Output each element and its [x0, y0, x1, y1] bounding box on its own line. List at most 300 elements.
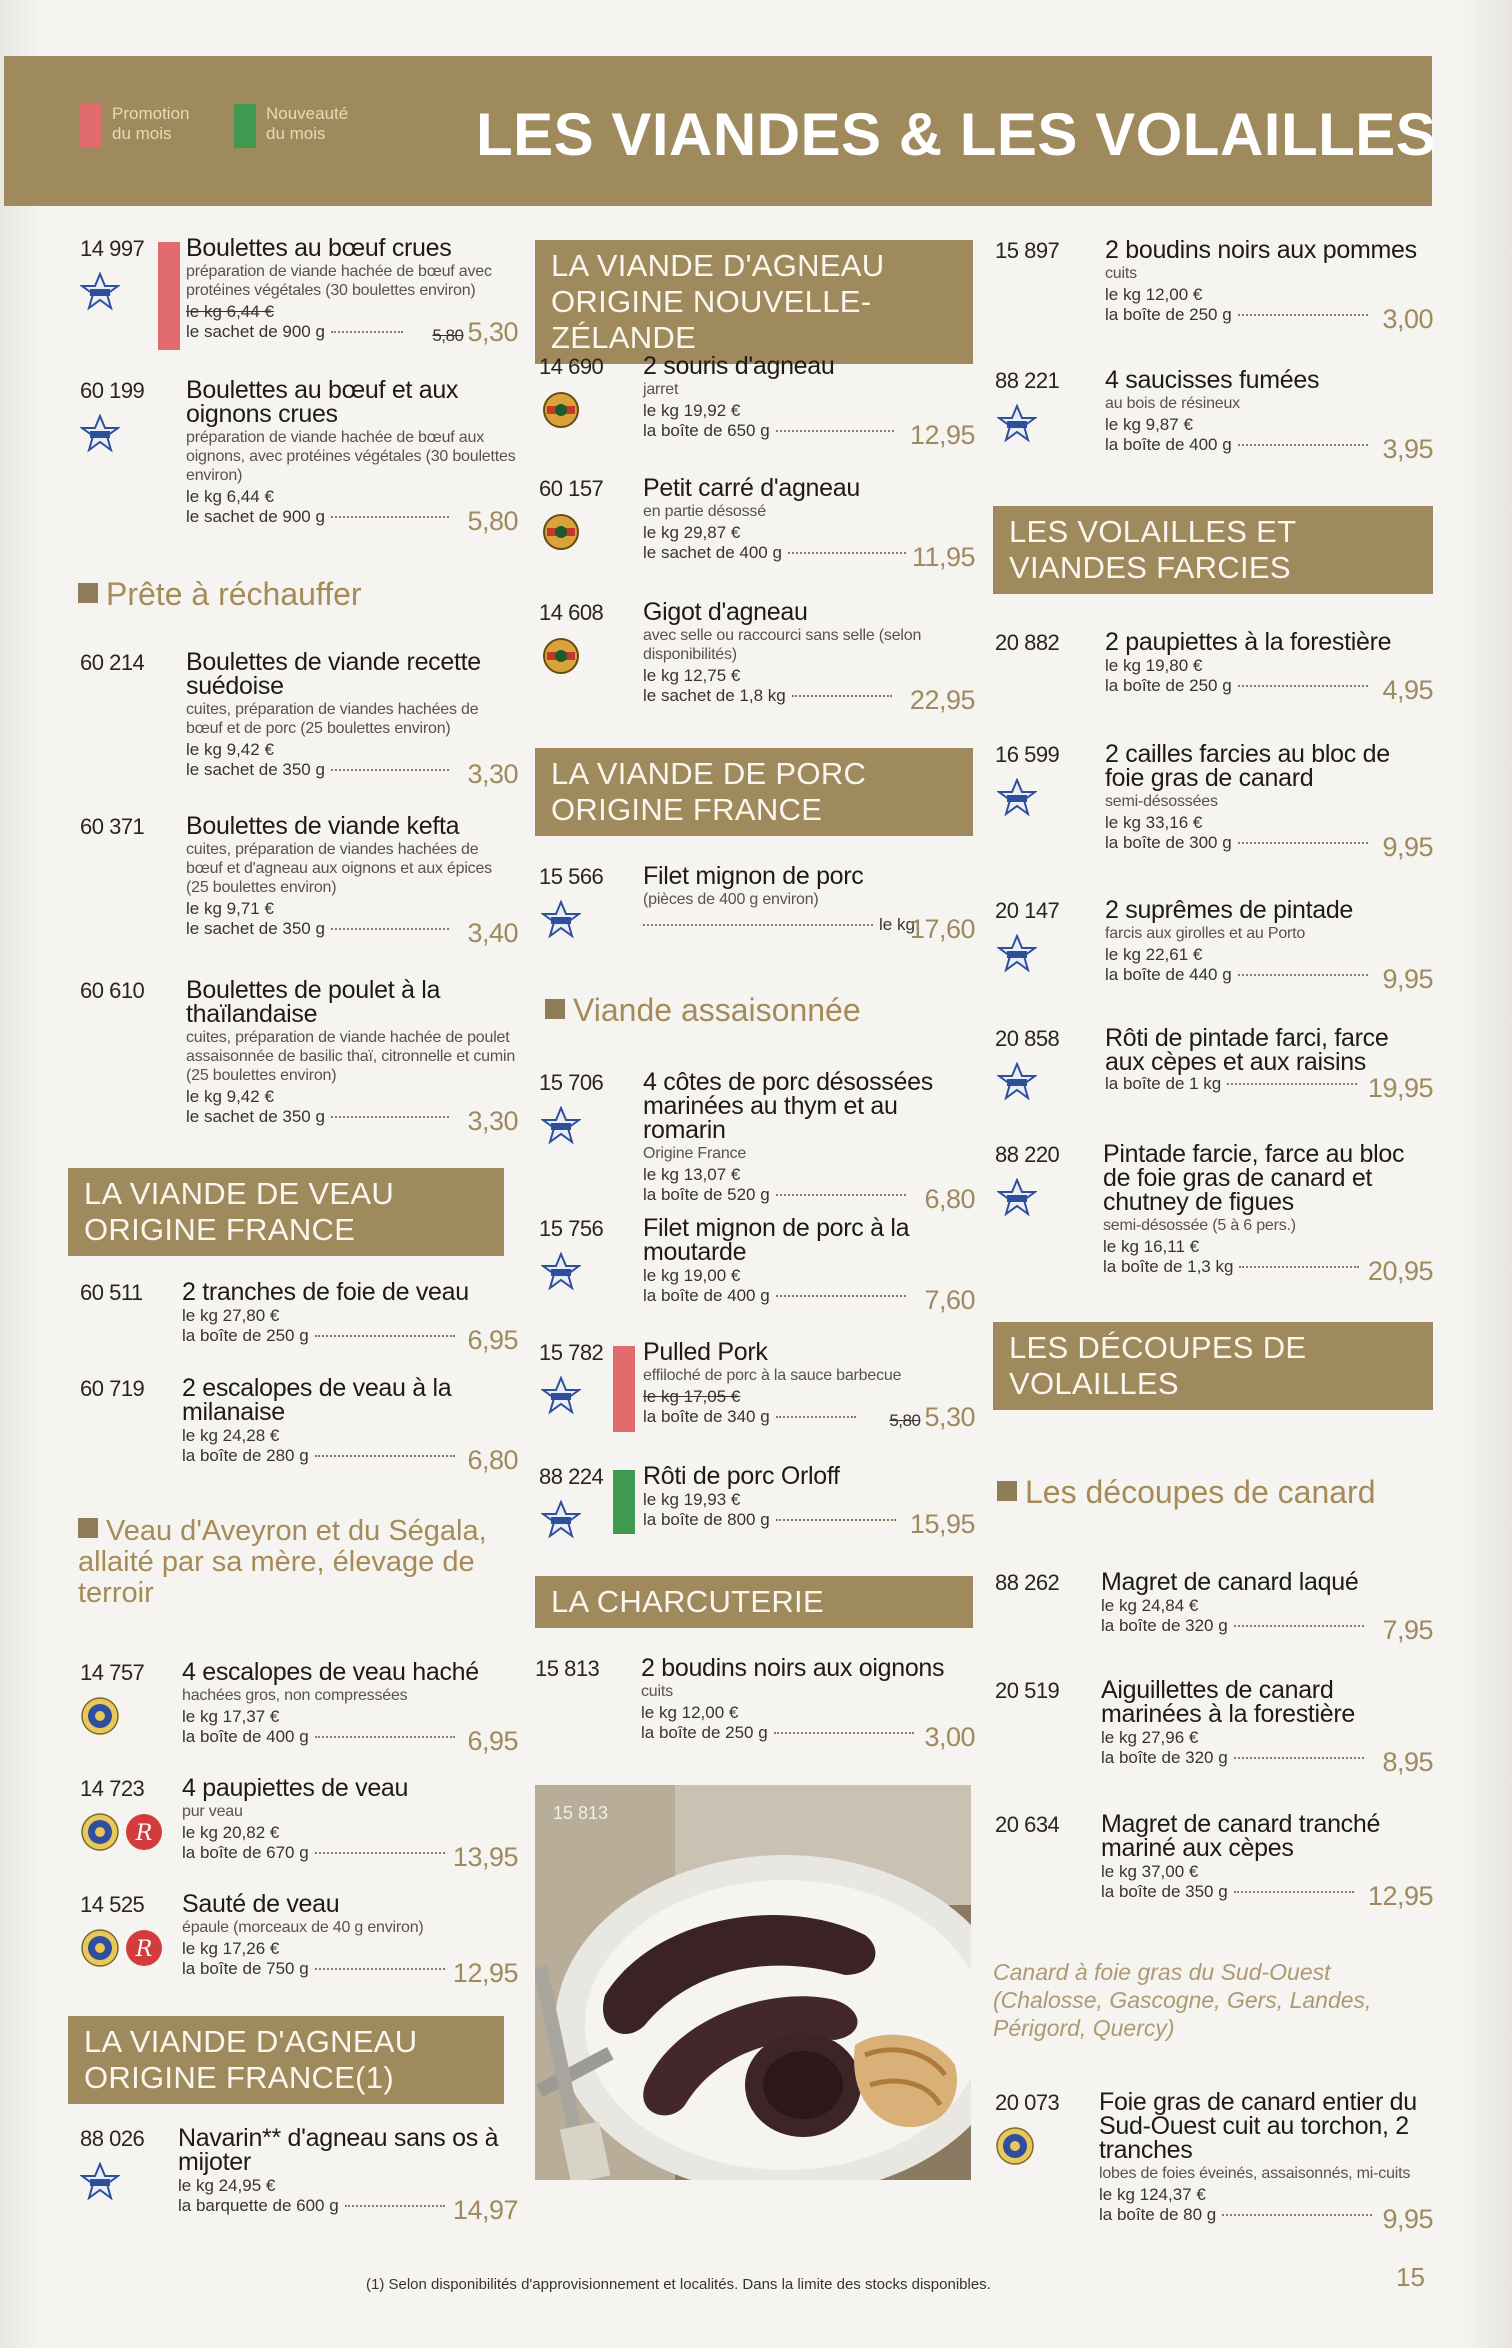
pack-size: la boîte de 250 g [1105, 305, 1232, 324]
old-price: 5,80 [432, 326, 464, 345]
product-name: Petit carré d'agneau [643, 474, 860, 502]
product-item[interactable] [535, 598, 975, 715]
subhead-square [78, 583, 98, 603]
product-kg-price: le kg 9,42 € [186, 740, 274, 759]
product-price: 12,95 [909, 420, 975, 450]
photo-product-code: 15 813 [553, 1803, 609, 1823]
pack-size: la boîte de 520 g [643, 1185, 770, 1204]
pack-size: la boîte de 750 g [182, 1959, 309, 1978]
pack-size: la boîte de 1 kg [1105, 1074, 1222, 1093]
product-kg-price: le kg 27,80 € [182, 1306, 280, 1325]
product-code: 14 997 [80, 236, 145, 261]
product-price: 7,95 [1382, 1615, 1433, 1645]
product-name: Boulettes de viande recette suédoise [186, 648, 481, 700]
svg-text:R: R [135, 1937, 153, 1962]
pack-size: la boîte de 350 g [1101, 1882, 1228, 1901]
product-item[interactable] [993, 1140, 1433, 1286]
product-code: 60 371 [80, 814, 145, 839]
product-desc: effiloché de porc à la sauce barbecue [643, 1367, 902, 1384]
product-desc: préparation de viande hachée de bœuf avec protéines végétales (30 boulettes environ) [186, 263, 492, 299]
product-code: 15 706 [539, 1070, 604, 1095]
french-meat-label-icon [541, 1500, 581, 1540]
product-price: 15,95 [909, 1509, 975, 1539]
pack-size: la boîte de 320 g [1101, 1748, 1228, 1767]
igp-label-icon [995, 2126, 1035, 2166]
product-kg-price: le kg 13,07 € [643, 1165, 741, 1184]
french-meat-label-icon [997, 404, 1037, 444]
product-name: 2 tranches de foie de veau [182, 1278, 469, 1306]
subhead-rechauffer [78, 578, 362, 610]
product-code: 60 199 [80, 378, 145, 403]
product-price: 3,30 [467, 759, 518, 789]
dot-leader [315, 1852, 445, 1854]
product-code: 15 566 [539, 864, 604, 889]
product-item[interactable] [68, 1280, 518, 1360]
french-meat-label-icon [541, 1106, 581, 1146]
dot-leader [776, 1416, 856, 1418]
product-item[interactable] [993, 1570, 1433, 1650]
dot-leader [1238, 974, 1368, 976]
product-code: 60 214 [80, 650, 145, 675]
product-name: Magret de canard tranché mariné aux cèpes [1101, 1810, 1381, 1862]
product-name: Sauté de veau [182, 1890, 340, 1918]
old-price: 5,80 [889, 1411, 921, 1430]
product-kg-price: le kg 19,93 € [643, 1490, 741, 1509]
pack-size: la boîte de 280 g [182, 1446, 309, 1465]
product-kg-price: le kg 16,11 € [1103, 1237, 1200, 1256]
product-code: 88 220 [995, 1142, 1060, 1167]
dot-leader [1238, 444, 1368, 446]
french-meat-label-icon [997, 778, 1037, 818]
product-desc: pur veau [182, 1803, 243, 1820]
french-meat-label-icon [541, 900, 581, 940]
boudin-photo [535, 1785, 971, 2180]
product-name: Pulled Pork [643, 1338, 768, 1366]
product-item[interactable] [535, 1068, 975, 1214]
subhead-assaisonnee [545, 994, 861, 1026]
product-pack [182, 1726, 518, 1756]
pack-size: la boîte de 340 g [643, 1407, 770, 1426]
pack-size: la boîte de 300 g [1105, 833, 1232, 852]
product-pack [643, 1402, 975, 1432]
product-code: 14 757 [80, 1660, 145, 1685]
product-name: Boulettes de viande kefta [186, 812, 460, 840]
product-name: Gigot d'agneau [643, 598, 808, 626]
product-kg-price: le kg 24,95 € [178, 2176, 276, 2195]
product-pack [643, 542, 975, 572]
nz-lamb-label-icon [541, 390, 581, 430]
page-title: LES VIANDES & LES VOLAILLES [476, 101, 1437, 168]
product-code: 20 073 [995, 2090, 1060, 2115]
product-kg-price: le kg 12,00 € [641, 1703, 739, 1722]
pack-size: la boîte de 320 g [1101, 1616, 1228, 1635]
product-name: Magret de canard laqué [1101, 1568, 1359, 1596]
product-pack [1105, 964, 1433, 994]
product-pack [186, 317, 518, 347]
product-desc: cuits [1105, 265, 1137, 282]
product-kg-price: le kg 124,37 € [1099, 2185, 1206, 2204]
product-pack [186, 1106, 518, 1136]
product-price: 19,95 [1367, 1073, 1433, 1103]
product-item[interactable] [68, 1376, 518, 1476]
product-kg-price-old: le kg 6,44 € [186, 302, 274, 321]
product-desc: épaule (morceaux de 40 g environ) [182, 1919, 424, 1936]
product-name: Pintade farcie, farce au bloc de foie gras de canard et chutney de figues [1103, 1140, 1405, 1216]
product-desc: préparation de viande hachée de bœuf aux oignons, avec protéines végétales (30 boulettes environ) [186, 429, 516, 484]
product-price: 3,00 [1382, 304, 1433, 334]
product-item[interactable] [535, 1656, 975, 1756]
product-pack [1105, 832, 1433, 862]
header-banner [4, 56, 1437, 206]
product-desc: cuites, préparation de viande hachée de poulet assaisonnée de basilic thaï, citronnelle et cumin (25 boulettes environ) [186, 1029, 516, 1084]
product-kg-price: le kg 12,00 € [1105, 285, 1203, 304]
pack-size: le sachet de 350 g [186, 760, 325, 779]
product-code: 16 599 [995, 742, 1060, 767]
product-code: 20 858 [995, 1026, 1060, 1051]
product-item[interactable] [993, 1678, 1433, 1778]
product-text [643, 1068, 975, 1214]
product-item[interactable] [68, 378, 518, 548]
product-kg-price: le kg 33,16 € [1105, 813, 1203, 832]
french-meat-label-icon [997, 934, 1037, 974]
product-price [889, 1402, 975, 1432]
product-item[interactable] [68, 1892, 518, 1992]
product-code: 14 690 [539, 354, 604, 379]
product-text [182, 1278, 518, 1355]
product-item[interactable] [535, 476, 975, 576]
product-desc: au bois de résineux [1105, 395, 1240, 412]
product-pack [641, 1722, 975, 1752]
section-charcuterie: LA CHARCUTERIE [535, 1576, 973, 1628]
product-name: 4 saucisses fumées [1105, 366, 1320, 394]
footnote: (1) Selon disponibilités d'approvisionnement et localités. Dans la limite des stocks disponibles. [366, 2276, 991, 2293]
product-pack [643, 1285, 975, 1315]
pack-size: la boîte de 80 g [1099, 2205, 1217, 2224]
product-name: 2 souris d'agneau [643, 352, 835, 380]
product-text [182, 1658, 518, 1756]
product-price: 6,80 [467, 1445, 518, 1475]
product-desc: en partie désossé [643, 503, 766, 520]
product-code: 15 813 [535, 1656, 600, 1681]
product-kg-price: le kg 9,71 € [186, 899, 274, 918]
product-price: 12,95 [452, 1958, 518, 1988]
product-text [643, 1338, 975, 1432]
product-desc: jarret [643, 381, 679, 398]
product-name: Aiguillettes de canard marinées à la forestière [1101, 1676, 1356, 1728]
product-text [643, 862, 975, 944]
product-code: 88 224 [539, 1464, 604, 1489]
product-text [186, 234, 518, 347]
product-name: 2 suprêmes de pintade [1105, 896, 1354, 924]
product-name: 2 cailles farcies au bloc de foie gras de canard [1105, 740, 1390, 792]
product-kg-price: le kg 24,28 € [182, 1426, 280, 1445]
product-pack [1101, 1747, 1433, 1777]
product-item[interactable] [535, 1340, 975, 1440]
product-pack [182, 1445, 518, 1475]
product-kg-price: le kg 6,44 € [186, 487, 274, 506]
product-code: 14 608 [539, 600, 604, 625]
product-price: 7,60 [924, 1285, 975, 1315]
product-pack [1105, 675, 1433, 705]
product-text [186, 648, 518, 789]
subhead-canard [997, 1476, 1375, 1508]
pack-size: la boîte de 800 g [643, 1510, 770, 1529]
product-price: 9,95 [1382, 964, 1433, 994]
pack-size: la boîte de 1,3 kg [1103, 1257, 1234, 1276]
dot-leader [315, 1968, 445, 1970]
pack-size: la boîte de 250 g [182, 1326, 309, 1345]
product-name: 4 paupiettes de veau [182, 1774, 409, 1802]
product-desc: avec selle ou raccourci sans selle (selon disponibilités) [643, 627, 922, 663]
product-text [186, 376, 518, 536]
product-item[interactable] [993, 742, 1433, 862]
dot-leader [1238, 842, 1368, 844]
product-pack [186, 506, 518, 536]
product-pack [178, 2195, 518, 2225]
dot-leader [331, 331, 403, 333]
product-text [186, 976, 518, 1136]
product-item[interactable] [68, 2126, 518, 2236]
product-name: 4 escalopes de veau haché [182, 1658, 479, 1686]
product-price: 6,95 [467, 1325, 518, 1355]
product-desc: semi-désossées [1105, 793, 1218, 810]
new-swatch [234, 104, 256, 148]
product-item[interactable] [68, 978, 518, 1148]
promo-marker [613, 1346, 635, 1432]
product-desc: (pièces de 400 g environ) [643, 891, 819, 908]
product-kg-price: le kg 20,82 € [182, 1823, 280, 1842]
dot-leader [776, 430, 894, 432]
french-meat-label-icon [80, 272, 120, 312]
product-item[interactable] [68, 650, 518, 800]
product-name: 2 escalopes de veau à la milanaise [182, 1374, 452, 1426]
subhead-label: Veau d'Aveyron et du Ségala, allaité par sa mère, élevage de terroir [78, 1515, 487, 1609]
product-code: 88 221 [995, 368, 1060, 393]
svg-text:R: R [135, 1821, 153, 1846]
pack-size: la boîte de 400 g [1105, 435, 1232, 454]
product-price: 3,40 [467, 918, 518, 948]
product-price: 9,95 [1382, 2204, 1433, 2234]
subhead-label: Viande assaisonnée [573, 992, 861, 1028]
igp-label-icon [80, 1696, 120, 1736]
product-name: Rôti de porc Orloff [643, 1462, 840, 1490]
product-item[interactable] [68, 814, 518, 964]
product-name: Rôti de pintade farci, farce aux cèpes et aux raisins [1105, 1024, 1389, 1076]
product-item[interactable] [993, 368, 1433, 468]
product-price: 13,95 [452, 1842, 518, 1872]
product-price: 9,95 [1382, 832, 1433, 862]
dot-leader [776, 1194, 906, 1196]
product-item[interactable] [993, 1026, 1433, 1106]
pack-size: la boîte de 440 g [1105, 965, 1232, 984]
french-meat-label-icon [80, 2162, 120, 2202]
product-code: 15 756 [539, 1216, 604, 1241]
product-item[interactable] [993, 630, 1433, 710]
product-text [643, 1214, 975, 1315]
product-kg-price: le kg 24,84 € [1101, 1596, 1199, 1615]
product-kg-price: le kg 9,42 € [186, 1087, 274, 1106]
pack-size: la boîte de 250 g [1105, 676, 1232, 695]
product-name: Boulettes au bœuf crues [186, 234, 452, 262]
product-code: 60 511 [80, 1280, 143, 1305]
section-agneau-france: LA VIANDE D'AGNEAU ORIGINE FRANCE(1) [68, 2016, 504, 2104]
french-meat-label-icon [997, 1062, 1037, 1102]
product-price: 12,95 [1367, 1881, 1433, 1911]
product-desc: hachées gros, non compressées [182, 1687, 408, 1704]
product-desc: cuites, préparation de viandes hachées de bœuf et d'agneau aux oignons et aux épices (25 boulettes environ) [186, 841, 492, 896]
product-desc: cuits [641, 1683, 673, 1700]
pack-size: la boîte de 250 g [641, 1723, 768, 1742]
product-kg-price: le kg 19,92 € [643, 401, 741, 420]
product-desc: cuites, préparation de viandes hachées de bœuf et de porc (25 boulettes environ) [186, 701, 479, 737]
subhead-square [78, 1518, 98, 1538]
label-rouge-icon [124, 1928, 164, 1968]
product-name: Foie gras de canard entier du Sud-Ouest cuit au torchon, 2 tranches [1099, 2088, 1417, 2164]
product-code: 88 026 [80, 2126, 145, 2151]
product-pack [643, 685, 975, 715]
product-text [182, 1374, 518, 1475]
product-kg-price: le kg 17,37 € [182, 1707, 280, 1726]
product-item[interactable] [993, 898, 1433, 998]
product-text [1099, 2088, 1433, 2234]
product-item[interactable] [535, 1464, 975, 1544]
product-text [182, 1890, 518, 1988]
product-code: 14 723 [80, 1776, 145, 1801]
pack-size: le sachet de 400 g [643, 543, 782, 562]
product-item[interactable] [535, 864, 975, 944]
product-kg-price: le kg 29,87 € [643, 523, 741, 542]
product-kg-price: le kg 17,26 € [182, 1939, 280, 1958]
product-pack [1105, 304, 1433, 334]
product-pack [1099, 2204, 1433, 2234]
product-pack [643, 1184, 975, 1214]
pack-size: la barquette de 600 g [178, 2196, 339, 2215]
pack-size: le sachet de 350 g [186, 1107, 325, 1126]
product-item[interactable] [993, 1812, 1433, 1912]
product-kg-price: le kg 19,00 € [643, 1266, 741, 1285]
product-code: 60 719 [80, 1376, 145, 1401]
subhead-label: Prête à réchauffer [106, 576, 362, 612]
product-item[interactable] [535, 1216, 975, 1326]
product-pack [186, 759, 518, 789]
product-name: 4 côtes de porc désossées marinées au thym et au romarin [643, 1068, 933, 1144]
subhead-square [997, 1481, 1017, 1501]
dot-leader [1238, 685, 1368, 687]
dot-leader [1222, 2214, 1372, 2216]
product-text [182, 1774, 518, 1872]
product-kg-price: le kg 12,75 € [643, 666, 741, 685]
pack-size: la boîte de 670 g [182, 1843, 309, 1862]
product-code: 15 782 [539, 1340, 604, 1365]
dot-leader [315, 1335, 455, 1337]
product-price: 3,30 [467, 1106, 518, 1136]
product-item[interactable] [993, 2088, 1433, 2234]
product-price: 6,80 [924, 1184, 975, 1214]
dot-leader [643, 924, 873, 926]
product-item[interactable] [68, 1776, 518, 1876]
product-pack [182, 1958, 518, 1988]
product-price: 22,95 [909, 685, 975, 715]
product-name: Boulettes au bœuf et aux oignons crues [186, 376, 459, 428]
product-item[interactable] [68, 236, 518, 366]
dot-leader [776, 1295, 906, 1297]
product-text [1105, 236, 1433, 334]
product-price: 6,95 [467, 1726, 518, 1756]
legend-new-label: Nouveauté du mois [266, 104, 349, 143]
pack-size: le sachet de 900 g [186, 507, 325, 526]
product-pack [643, 420, 975, 450]
pack-size: le sachet de 900 g [186, 322, 325, 341]
product-kg-price: le kg 9,87 € [1105, 415, 1193, 434]
product-item[interactable] [993, 238, 1433, 338]
page-number: 15 [1396, 2262, 1425, 2292]
product-code: 14 525 [80, 1892, 145, 1917]
dot-leader [1227, 1083, 1357, 1085]
product-text [1105, 366, 1433, 464]
product-pack [1103, 1256, 1433, 1286]
section-farcies: LES VOLAILLES ET VIANDES FARCIES [993, 506, 1433, 594]
nz-lamb-label-icon [541, 512, 581, 552]
dot-leader [792, 695, 892, 697]
product-kg-price: le kg 27,96 € [1101, 1728, 1199, 1747]
label-rouge-icon [124, 1812, 164, 1852]
french-meat-label-icon [541, 1252, 581, 1292]
product-text [643, 598, 975, 715]
pack-size: le kg [879, 915, 915, 934]
product-price [432, 317, 518, 347]
product-name: Filet mignon de porc [643, 862, 864, 890]
product-price: 14,97 [452, 2195, 518, 2225]
product-price: 17,60 [909, 914, 975, 944]
product-item[interactable] [535, 354, 975, 454]
product-desc: lobes de foies éveinés, assaisonnés, mi-cuits [1099, 2165, 1411, 2182]
product-pack [643, 1509, 975, 1539]
product-price: 3,00 [924, 1722, 975, 1752]
dot-leader [331, 516, 449, 518]
new-price: 5,30 [924, 1402, 975, 1432]
product-code: 20 882 [995, 630, 1060, 655]
product-pack [643, 914, 975, 944]
promo-marker [158, 242, 180, 350]
promo-swatch [80, 104, 102, 148]
product-text [643, 474, 975, 572]
french-meat-label-icon [80, 414, 120, 454]
product-text [1105, 896, 1433, 994]
igp-label-icon [80, 1928, 120, 1968]
product-text [1105, 1024, 1433, 1103]
product-text [641, 1654, 975, 1752]
product-item[interactable] [68, 1660, 518, 1760]
pack-size: le sachet de 350 g [186, 919, 325, 938]
product-kg-price-old: le kg 17,05 € [643, 1387, 741, 1406]
legend-new [234, 104, 356, 148]
product-desc: farcis aux girolles et au Porto [1105, 925, 1306, 942]
legend-promo [80, 104, 202, 148]
product-kg-price: le kg 19,80 € [1105, 656, 1203, 675]
product-desc: semi-désossée (5 à 6 pers.) [1103, 1217, 1296, 1234]
product-text [643, 1462, 975, 1539]
dot-leader [1238, 314, 1368, 316]
dot-leader [776, 1519, 896, 1521]
dot-leader [331, 928, 449, 930]
product-pack [186, 918, 518, 948]
pack-size: la boîte de 650 g [643, 421, 770, 440]
product-name: Filet mignon de porc à la moutarde [643, 1214, 910, 1266]
product-kg-price: le kg 37,00 € [1101, 1862, 1199, 1881]
product-code: 20 519 [995, 1678, 1060, 1703]
dot-leader [1234, 1757, 1364, 1759]
product-price: 3,95 [1382, 434, 1433, 464]
